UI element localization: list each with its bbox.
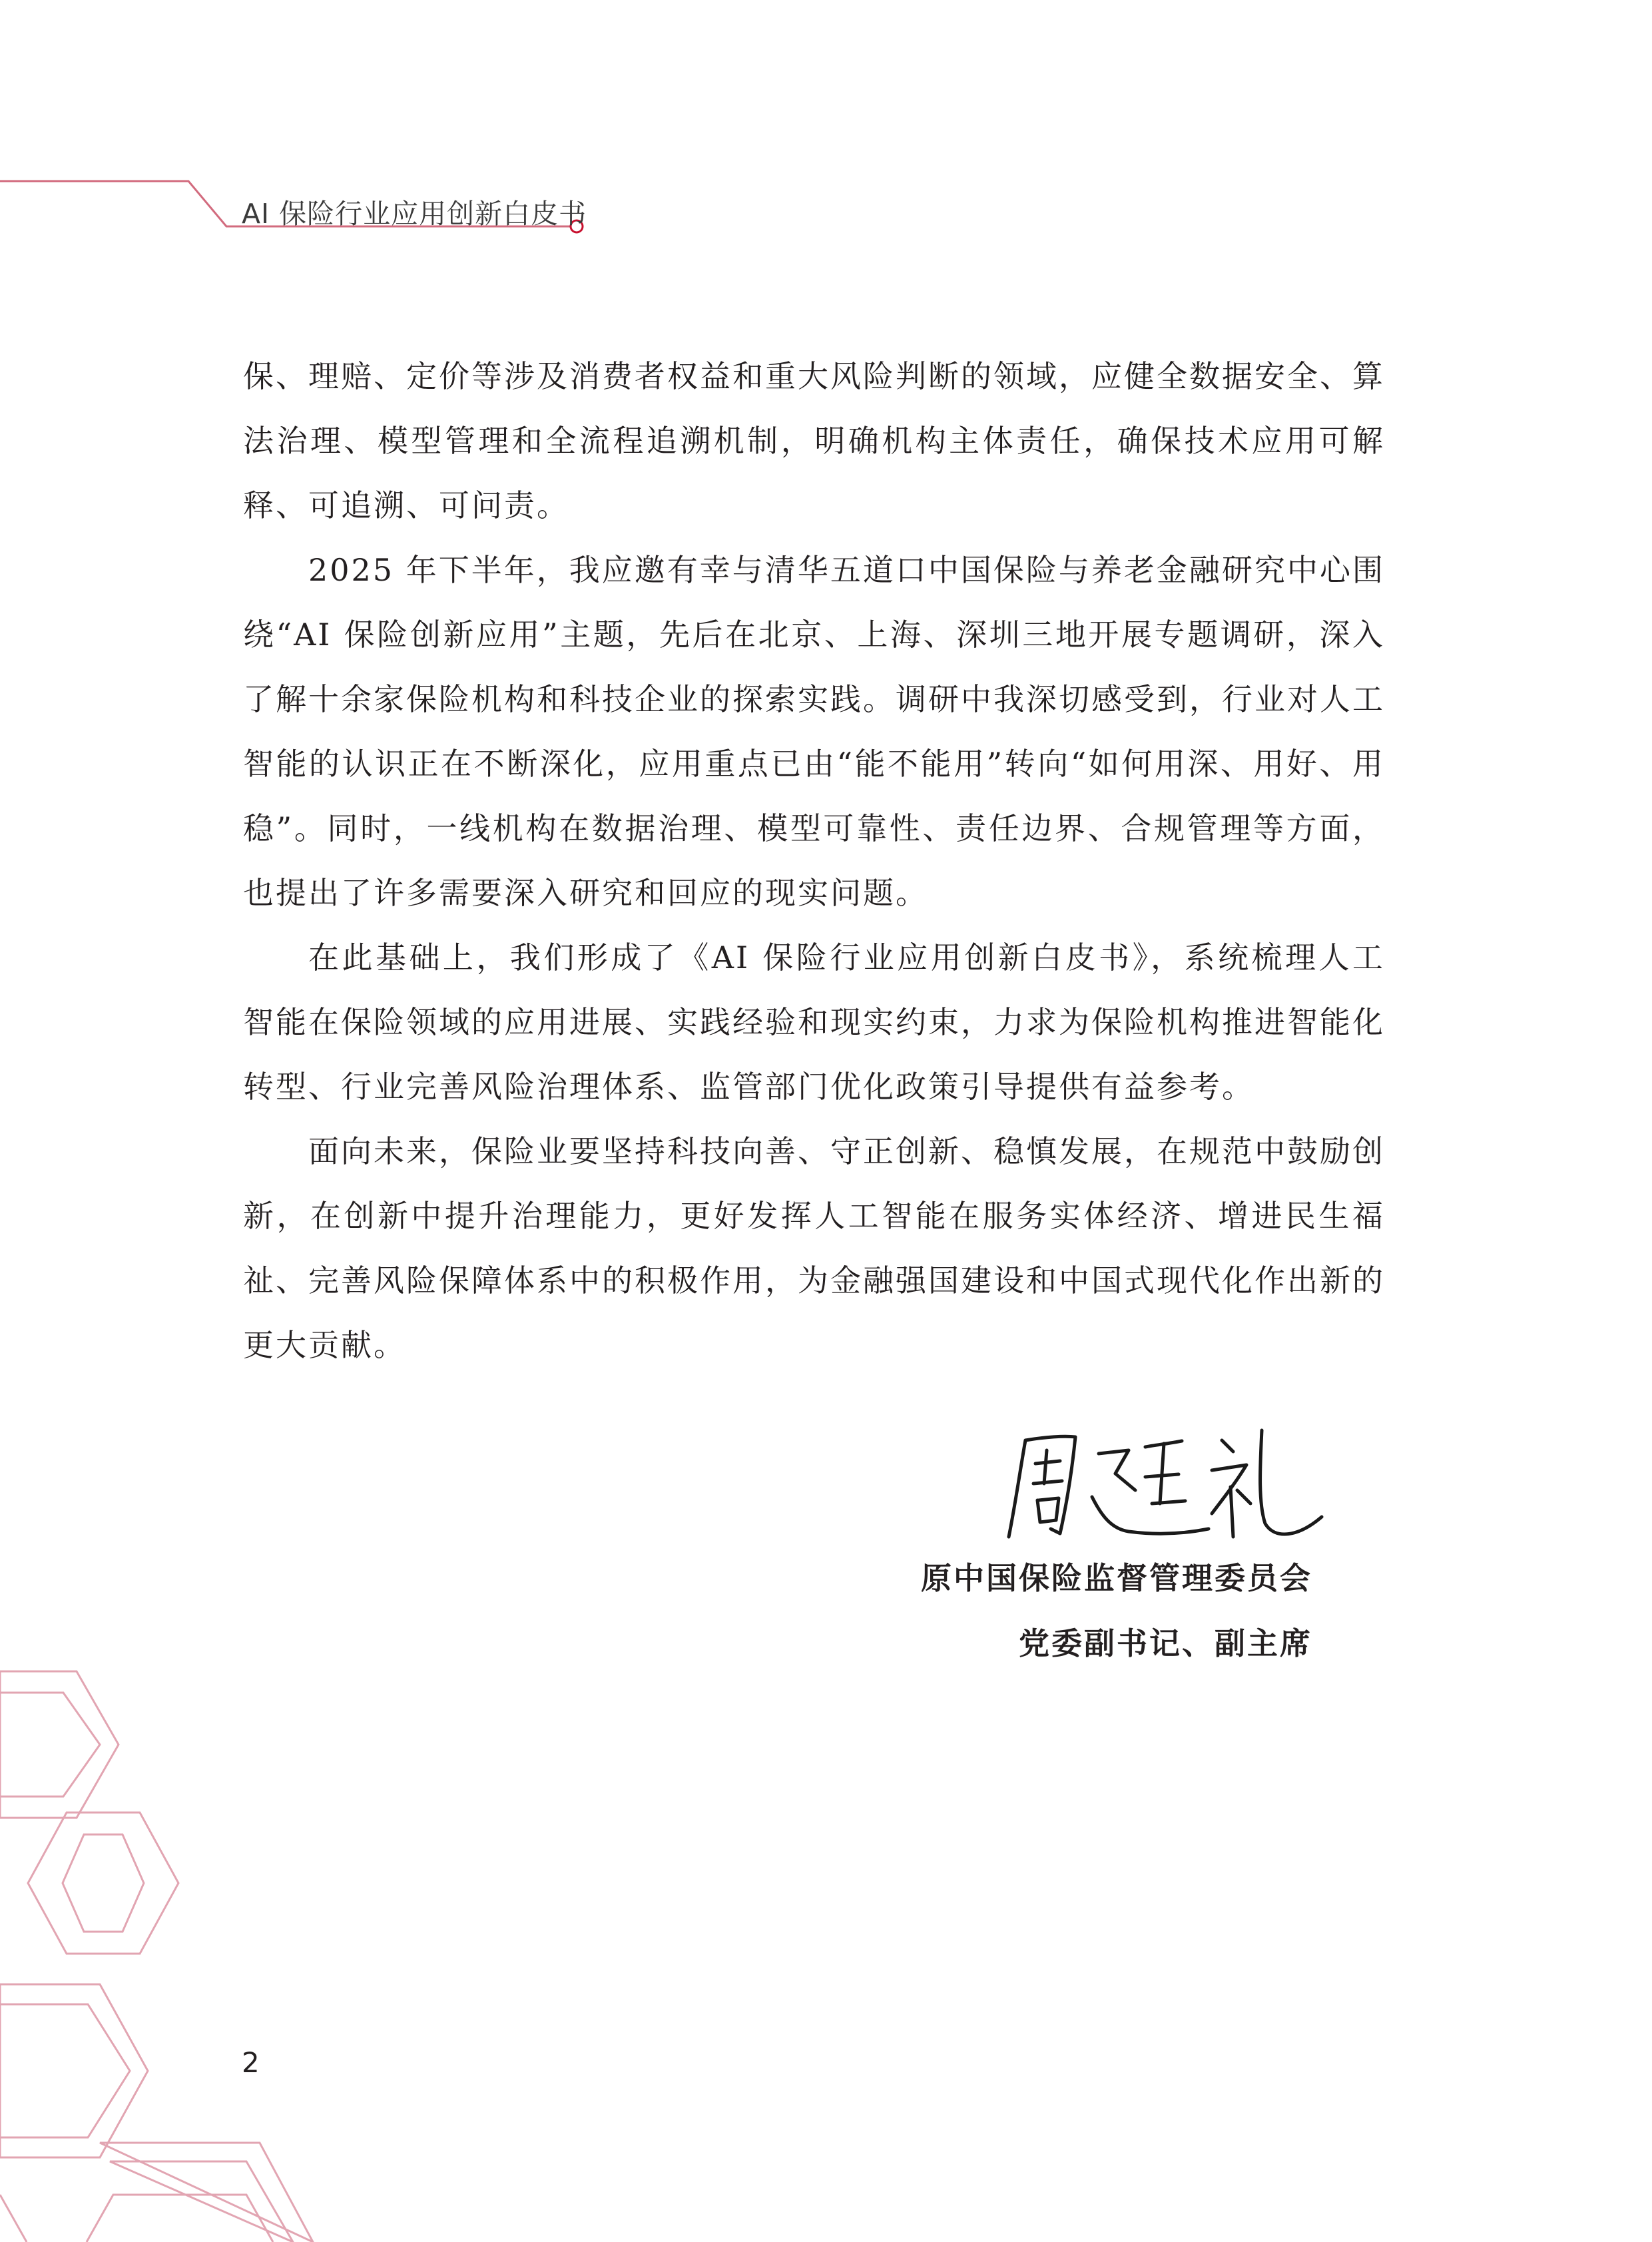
paragraph: 在此基础上，我们形成了《AI 保险行业应用创新白皮书》，系统梳理人工智能在保险领域的应用进展、实践经验和现实约束，力求为保险机构推进智能化转型、行业完善风险治理体系、监管部门优化政策引导提供有益参考。 [243,940,1385,1105]
signatory-title-line2: 党委副书记、副主席 [1019,1625,1312,1661]
paragraph: 保、理赔、定价等涉及消费者权益和重大风险判断的领域，应健全数据安全、算法治理、模型管理和全流程追溯机制，明确机构主体责任，确保技术应用可解释、可追溯、可问责。 [243,358,1385,523]
hexagon-decoration [0,1631,466,2242]
signatory-title-line1: 原中国保险监督管理委员会 [921,1560,1312,1596]
handwritten-signature [985,1417,1332,1550]
body-text [243,344,1385,1378]
paragraph: 2025 年下半年，我应邀有幸与清华五道口中国保险与养老金融研究中心围绕“AI 保险创新应用”主题，先后在北京、上海、深圳三地开展专题调研，深入了解十余家保险机构和科技企业的探索实践。调研中我深切感受到，行业对人工智能的认识正在不断深化，应用重点已由“能不能用”转向“如何用深、用好、用稳”。同时，一线机构在数据治理、模型可靠性、责任边界、合规管理等方面，也提出了许多需要深入研究和回应的现实问题。 [243,552,1385,911]
running-header-title: AI 保险行业应用创新白皮书 [242,198,587,230]
page-number: 2 [242,2046,260,2079]
paragraph: 面向未来，保险业要坚持科技向善、守正创新、稳慎发展，在规范中鼓励创新，在创新中提升治理能力，更好发挥人工智能在服务实体经济、增进民生福祉、完善风险保障体系中的积极作用，为金融强国建设和中国式现代化作出新的更大贡献。 [243,1133,1385,1363]
